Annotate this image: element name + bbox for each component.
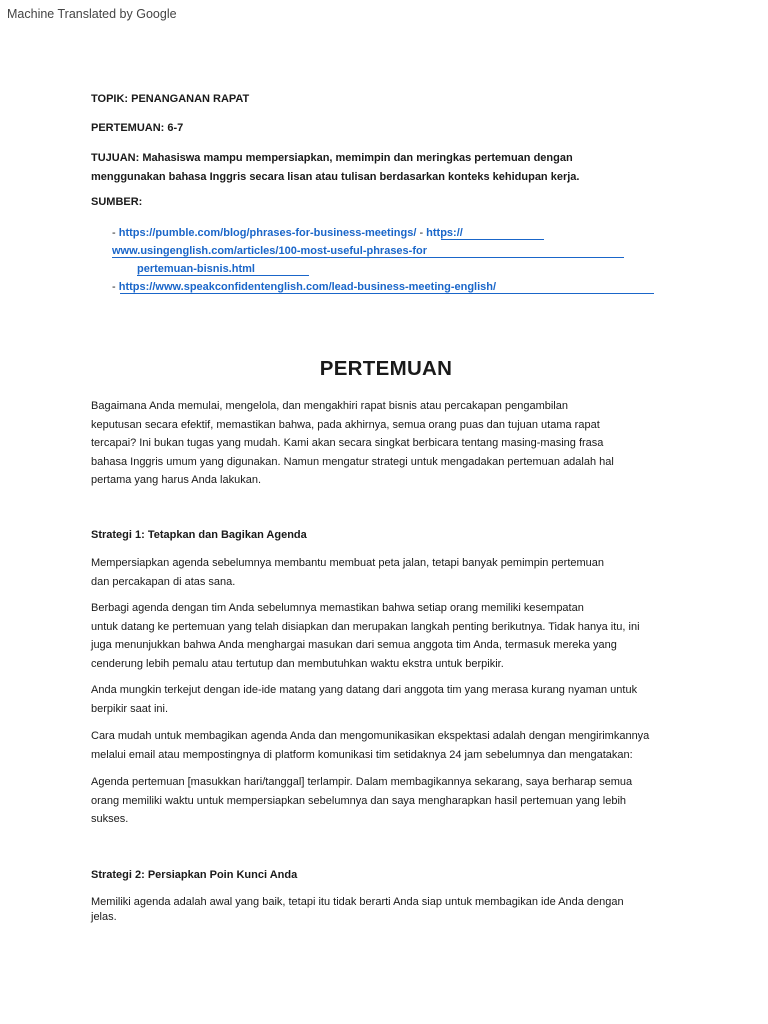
goal-line: TUJUAN: Mahasiswa mampu mempersiapkan, memimpin dan meringkas pertemuan dengan [91,152,573,164]
link-underline [441,239,544,240]
strategy1-paragraph [91,554,671,591]
strategy1-paragraph [91,599,671,673]
text-line: Memiliki agenda adalah awal yang baik, tetapi itu tidak berarti Anda siap untuk membagikan ide Anda dengan [91,896,624,908]
sources-list [112,224,692,296]
text-line: orang memiliki waktu untuk mempersiapkan sebelumnya dan saya mengharapkan hasil pertemuan yang lebih [91,794,627,807]
strategy2-title: Strategi 2: Persiapkan Poin Kunci Anda [91,869,298,881]
source-link-usingenglish-cont[interactable]: pertemuan-bisnis.html [137,263,255,275]
source-link-pumble[interactable]: https://pumble.com/blog/phrases-for-business-meetings/ [118,227,417,239]
strategy1-paragraph [91,681,671,718]
intro-paragraph [91,397,671,490]
source-link-usingenglish-cont[interactable]: www.usingenglish.com/articles/100-most-useful-phrases-for [112,245,427,257]
text-line: Anda mungkin terkejut dengan ide-ide matang yang datang dari anggota tim yang merasa kurang nyaman untuk [91,684,638,696]
text-line: pertama yang harus Anda lakukan. [91,474,262,486]
text-line: keputusan secara efektif, memastikan bahwa, pada akhirnya, semua orang puas dan tujuan utama rapat [91,418,600,431]
text-line: melalui email atau mempostingnya di platform komunikasi tim setidaknya 24 jam sebelumnya dan mengatakan: [91,748,633,761]
list-dash: - [112,227,119,239]
source-item [112,224,692,242]
strategy1-quote [91,773,671,829]
strategy2-paragraph [91,895,671,925]
text-line: Mempersiapkan agenda sebelumnya membantu membuat peta jalan, tetapi banyak pemimpin pertemuan [91,557,605,569]
text-line: juga menunjukkan bahwa Anda menghargai masukan dari semua anggota tim Anda, termasuk mereka yang [91,639,617,651]
section-heading: PERTEMUAN [319,357,453,380]
machine-translated-banner: Machine Translated by Google [7,7,177,21]
text-line: jelas. [91,911,117,923]
meeting-line: PERTEMUAN: 6-7 [91,122,184,134]
topic-line: TOPIK: PENANGANAN RAPAT [91,93,250,105]
text-line: Cara mudah untuk membagikan agenda Anda dan mengomunikasikan ekspektasi adalah dengan mengirimkannya [91,730,650,742]
text-line: cenderung lebih pemalu atau tertutup dan membutuhkan waktu ekstra untuk berpikir. [91,657,504,670]
sources-label: SUMBER: [91,196,143,208]
text-line: berpikir saat ini. [91,702,169,715]
strategy1-paragraph [91,727,671,764]
text-line: untuk datang ke pertemuan yang telah disiapkan dan merupakan langkah penting berikutnya. Tidak hanya itu, ini [91,620,640,633]
goal-line: menggunakan bahasa Inggris secara lisan atau tulisan berdasarkan konteks kehidupan kerja. [91,171,580,183]
text-line: Bagaimana Anda memulai, mengelola, dan mengakhiri rapat bisnis atau percakapan pengambilan [91,400,568,412]
strategy1-title: Strategi 1: Tetapkan dan Bagikan Agenda [91,529,307,541]
source-link-speakconfident[interactable]: https://www.speakconfidentenglish.com/lead-business-meeting-english/ [118,281,497,293]
link-separator: - [416,227,427,239]
text-line: dan percakapan di atas sana. [91,575,236,588]
link-underline [137,275,309,276]
list-dash: - [112,281,119,293]
text-line: Agenda pertemuan [masukkan hari/tanggal] terlampir. Dalam membagikannya sekarang, saya berharap semua [91,776,633,788]
text-line: tercapai? Ini bukan tugas yang mudah. Kami akan secara singkat berbicara tentang masing-masing frasa [91,437,604,449]
goal-paragraph [91,149,671,187]
source-link-usingenglish[interactable]: https:// [426,227,463,239]
text-line: sukses. [91,813,129,825]
link-underline [120,293,654,294]
link-underline [112,257,624,258]
text-line: bahasa Inggris umum yang digunakan. Namun mengatur strategi untuk mengadakan pertemuan adalah hal [91,455,614,468]
text-line: Berbagi agenda dengan tim Anda sebelumnya memastikan bahwa setiap orang memiliki kesempatan [91,602,584,614]
